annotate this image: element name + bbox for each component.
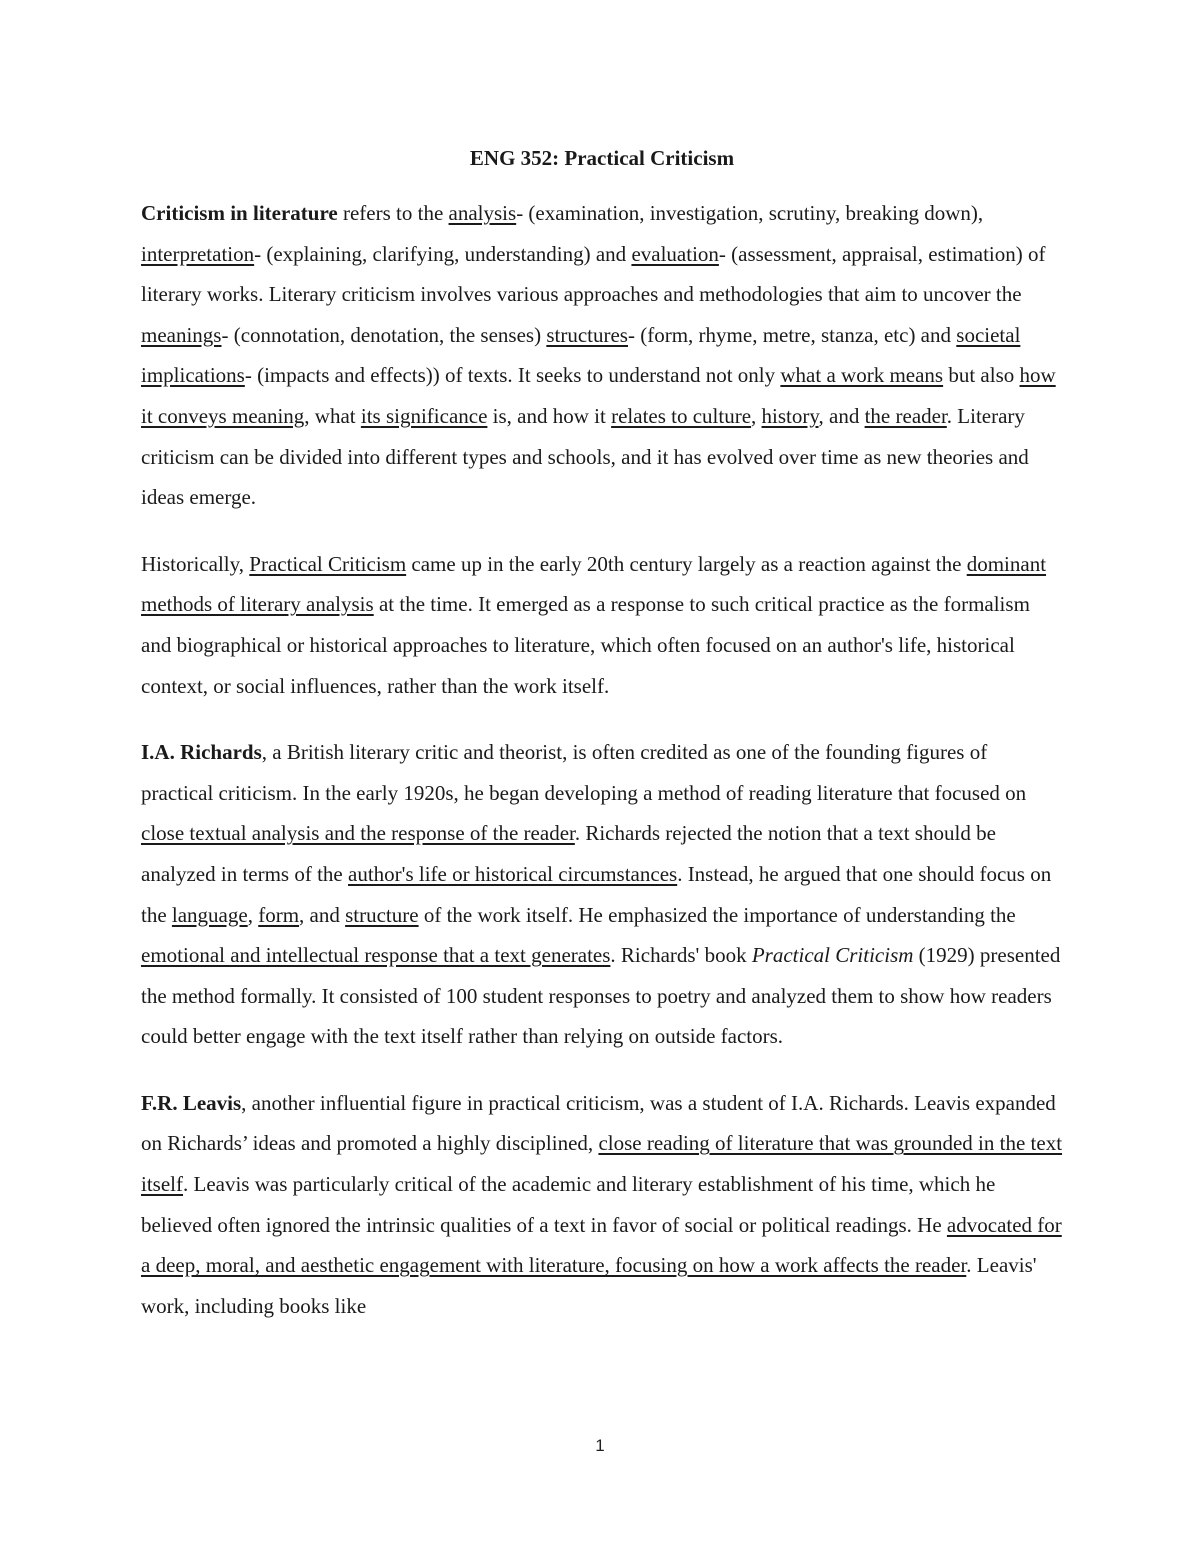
text-run: . Leavis' work, including books like xyxy=(141,1253,1037,1318)
text-run: . Leavis was particularly critical of the academic and literary establishment of his time, which he believed often ignored the intrinsic qualities of a text in favor of social or political readings. He xyxy=(141,1172,996,1237)
underlined-term: history xyxy=(761,403,819,428)
underlined-term: form xyxy=(258,902,300,927)
text-run: - (impacts and effects)) of texts. It seeks to understand not only xyxy=(244,363,781,388)
text-run: - (connotation, denotation, the senses) xyxy=(221,322,547,347)
text-run: , a British literary critic and theorist, is often credited as one of the founding figures of practical criticism. In the early 1920s, he began developing a method of reading literature that focused on xyxy=(141,740,1027,805)
name-ia-richards: I.A. Richards xyxy=(141,740,262,765)
name-fr-leavis: F.R. Leavis xyxy=(141,1090,242,1115)
text-run: , what xyxy=(304,403,361,428)
text-run: of the work itself. He emphasized the importance of understanding the xyxy=(418,902,1016,927)
underlined-term: close reading of literature that was grounded in the text itself xyxy=(141,1131,1063,1197)
text-run: - (explaining, clarifying, understanding) and xyxy=(254,241,632,266)
paragraph-criticism-definition xyxy=(141,193,1063,518)
text-run: . Richards rejected the notion that a text should be analyzed in terms of the xyxy=(141,821,996,886)
text-run: Historically, xyxy=(141,551,250,576)
underlined-term: the reader xyxy=(864,403,947,428)
underlined-term: relates to culture xyxy=(611,403,752,428)
document-body xyxy=(141,138,1063,1352)
underlined-term: interpretation xyxy=(141,241,255,266)
text-run: refers to the xyxy=(337,201,449,225)
text-run: at the time. It emerged as a response to such critical practice as the formalism and biographical or historical approaches to literature, which often focused on an author's life, historical context, or social influences, rather than the work itself. xyxy=(141,592,1030,698)
document-title: ENG 352: Practical Criticism xyxy=(469,146,735,170)
underlined-term: close textual analysis and the response of the reader xyxy=(141,821,575,846)
text-run: . Richards' book xyxy=(610,943,752,968)
book-title-practical-criticism: Practical Criticism xyxy=(751,943,914,968)
underlined-term: how it conveys meaning xyxy=(141,363,1056,428)
page-number: 1 xyxy=(595,1436,605,1455)
text-run: but also xyxy=(943,363,1020,388)
text-run: , and xyxy=(299,902,346,927)
underlined-term: evaluation xyxy=(631,241,719,266)
underlined-term: language xyxy=(171,902,248,927)
text-run: - (form, rhyme, metre, stanza, etc) and xyxy=(627,322,957,347)
paragraph-fr-leavis xyxy=(141,1083,1063,1327)
text-run: , another influential figure in practical criticism, was a student of I.A. Richards. Leavis expanded on Richards’ ideas and promoted a highly disciplined, xyxy=(141,1090,1056,1156)
paragraph-ia-richards xyxy=(141,732,1063,1057)
term-criticism-in-literature: Criticism in literature xyxy=(141,201,338,225)
underlined-term: advocated for a deep, moral, and aesthetic engagement with literature, focusing on how a work affects the reader xyxy=(141,1212,1062,1278)
underlined-term: Practical Criticism xyxy=(249,551,407,576)
underlined-term: author's life or historical circumstances xyxy=(348,861,678,886)
text-run: , and xyxy=(818,403,865,428)
text-run: . Instead, he argued that one should focus on the xyxy=(141,861,1052,927)
text-run: - (assessment, appraisal, estimation) of literary works. Literary criticism involves various approaches and methodologies that aim to uncover the xyxy=(141,241,1046,307)
underlined-term: its significance xyxy=(360,403,488,428)
underlined-term: what a work means xyxy=(780,363,944,388)
text-run: , xyxy=(751,403,762,428)
underlined-term: structures xyxy=(546,322,628,347)
text-run: . Literary criticism can be divided into different types and schools, and it has evolved over time as new theories and ideas emerge. xyxy=(141,403,1029,510)
text-run: came up in the early 20th century largely as a reaction against the xyxy=(406,551,967,576)
underlined-term: emotional and intellectual response that a text generates xyxy=(141,943,611,968)
underlined-term: dominant methods of literary analysis xyxy=(141,551,1047,617)
underlined-term: societal implications xyxy=(141,322,1021,388)
paragraph-history xyxy=(141,544,1063,706)
text-run: (1929) presented the method formally. It consisted of 100 student responses to poetry and analyzed them to show how readers could better engage with the text itself rather than relying on outside factors. xyxy=(141,943,1061,1049)
underlined-term: structure xyxy=(345,902,419,927)
underlined-term: analysis xyxy=(448,201,517,225)
text-run: is, and how it xyxy=(487,403,612,428)
text-run: , xyxy=(247,902,259,927)
underlined-term: meanings xyxy=(141,322,222,347)
text-run: - (examination, investigation, scrutiny, breaking down), xyxy=(516,201,984,225)
